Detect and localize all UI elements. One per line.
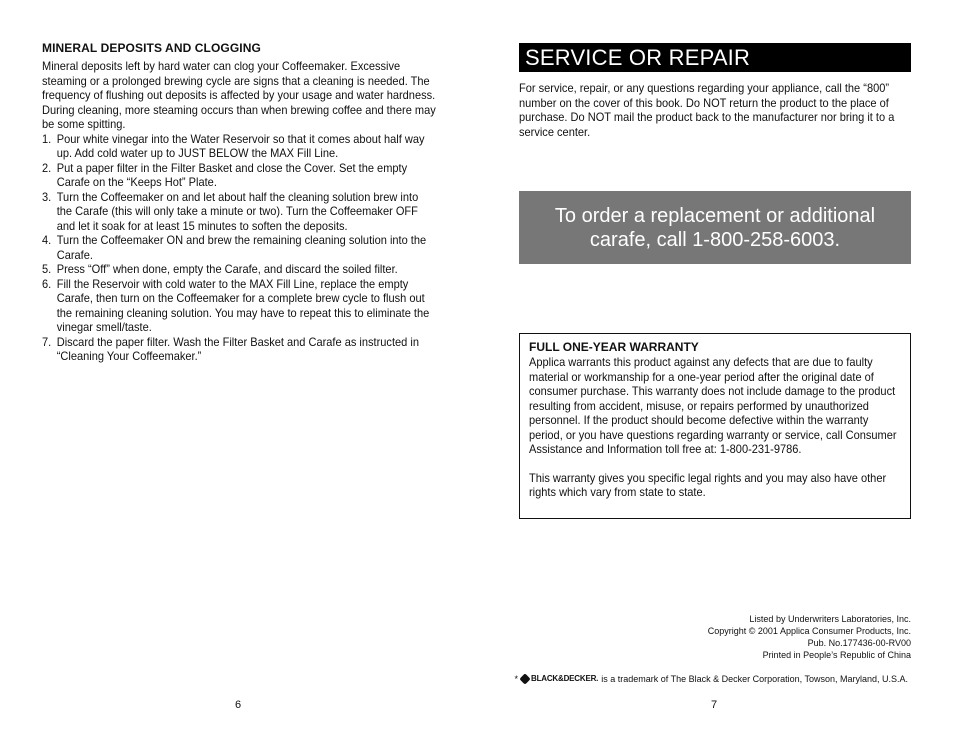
hexagon-icon <box>519 673 530 684</box>
list-item <box>42 335 436 364</box>
list-item <box>42 262 436 277</box>
warranty-rights-paragraph: This warranty gives you specific legal rights and you may also have other rights which vary from state to state. <box>529 470 887 499</box>
step-text: Press “Off” when done, empty the Carafe, and discard the soiled filter. <box>56 262 398 276</box>
carafe-order-text: To order a replacement or additional carafe, call 1-800-258-6003. <box>554 204 876 251</box>
credit-line: Copyright © 2001 Applica Consumer Products, Inc. <box>707 626 911 636</box>
credit-line: Printed in People’s Republic of China <box>762 650 911 660</box>
credit-line: Listed by Underwriters Laboratories, Inc. <box>749 614 911 624</box>
intro-paragraph: Mineral deposits left by hard water can clog your Coffeemaker. Excessive steaming or a prolonged brewing cycle are signs that a cleaning is needed. The frequency of flushing out deposits is affected by your usage and water hardness. During cleaning, more steaming occurs than when brewing coffee and there may be some spitting. <box>42 59 436 131</box>
black-decker-logo <box>521 673 598 685</box>
left-page-content <box>42 41 436 364</box>
list-item <box>42 161 436 190</box>
publication-credits <box>708 613 911 661</box>
section-heading: MINERAL DEPOSITS AND CLOGGING <box>42 41 261 55</box>
step-text: Fill the Reservoir with cold water to the MAX Fill Line, replace the empty Carafe, then turn on the Coffeemaker for a complete brew cycle to flush out the remaining cleaning solution. You may have to repeat this to eliminate the vinegar smell/taste. <box>56 276 430 334</box>
step-number: 6. <box>42 276 52 291</box>
list-item <box>42 277 436 335</box>
warranty-paragraph: Applica warrants this product against any defects that are due to faulty material or workmanship for a one-year period after the original date of consumer purchase. This warranty does not include damage to the product resulting from accident, misuse, or repairs performed by unauthorized personnel. If the product should become defective within the warranty period, or you have questions regarding warranty or service, call Consumer Assistance and Information toll free at: 1-800-231-9786. <box>529 355 897 456</box>
warranty-heading: FULL ONE-YEAR WARRANTY <box>529 340 699 354</box>
step-number: 1. <box>42 131 52 146</box>
trademark-asterisk: * <box>514 674 519 684</box>
service-banner: SERVICE OR REPAIR <box>519 43 911 72</box>
step-number: 5. <box>42 262 52 276</box>
trademark-text: is a trademark of The Black & Decker Corporation, Towson, Maryland, U.S.A. <box>601 674 908 684</box>
step-number: 4. <box>42 233 52 247</box>
step-text: Pour white vinegar into the Water Reservoir so that it comes about half way up. Add cold water up to JUST BELOW the MAX Fill Line. <box>56 131 425 160</box>
warranty-box <box>519 333 911 519</box>
step-text: Put a paper filter in the Filter Basket and close the Cover. Set the empty Carafe on the “Keeps Hot” Plate. <box>56 160 408 189</box>
list-item <box>42 233 436 262</box>
page-number-left: 6 <box>235 699 242 711</box>
cleaning-steps-list <box>42 132 436 364</box>
page-number-right: 7 <box>711 699 718 711</box>
step-text: Discard the paper filter. Wash the Filter Basket and Carafe as instructed in “Cleaning Your Coffeemaker.” <box>56 334 419 363</box>
step-number: 7. <box>42 334 52 349</box>
step-text: Turn the Coffeemaker on and let about half the cleaning solution brew into the Carafe (this will only take a minute or two). Turn the Coffeemaker OFF and let it soak for at least 15 minutes to soften the deposits. <box>56 189 419 233</box>
service-paragraph: For service, repair, or any questions regarding your appliance, call the “800” number on the cover of this book. Do NOT return the product to the place of purchase. Do NOT mail the product back to the manufacturer nor bring it to a service center. <box>519 81 895 139</box>
credit-line: Pub. No.177436-00-RV00 <box>807 638 911 648</box>
step-number: 3. <box>42 189 52 204</box>
list-item <box>42 190 436 234</box>
trademark-notice <box>515 673 909 685</box>
carafe-order-box <box>519 191 911 264</box>
logo-wordmark: BLACK&DECKER. <box>531 674 599 683</box>
step-text: Turn the Coffeemaker ON and brew the remaining cleaning solution into the Carafe. <box>56 233 427 262</box>
step-number: 2. <box>42 160 52 175</box>
list-item <box>42 132 436 161</box>
